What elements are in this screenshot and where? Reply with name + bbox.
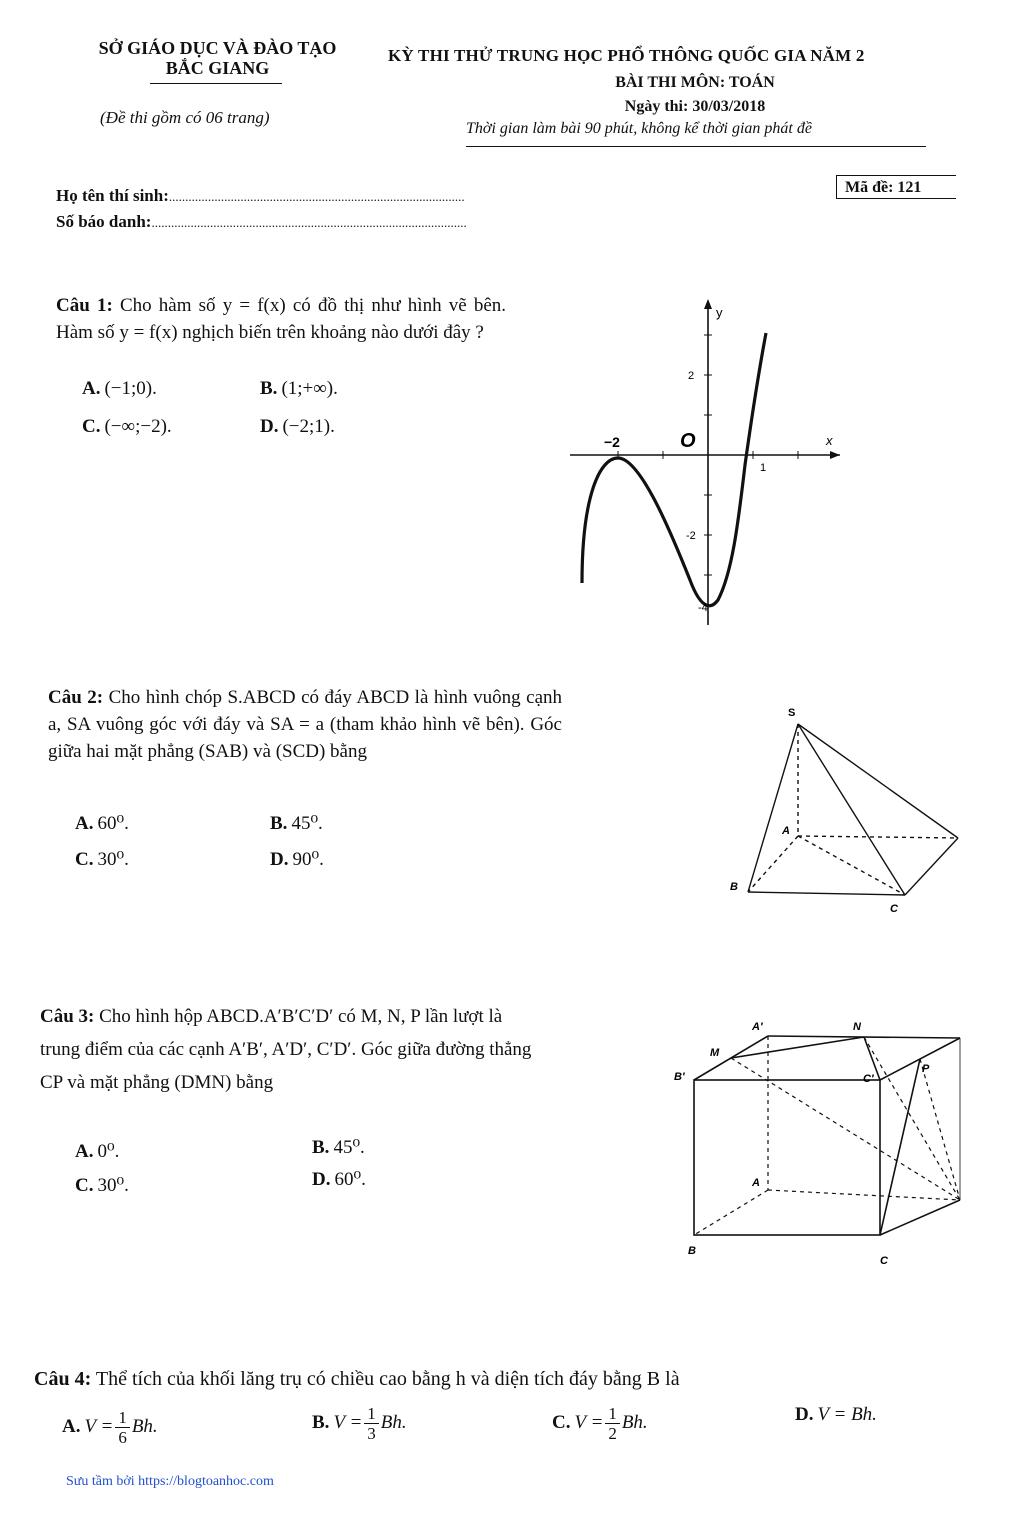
q1-option-b: B. (1;+∞).	[260, 378, 338, 399]
q1-option-d: D. (−2;1).	[260, 416, 335, 437]
q2-option-d: D. 90⁰.	[270, 849, 324, 870]
q3-box-figure	[670, 1010, 970, 1275]
student-id-label: Số báo danh:	[56, 212, 152, 231]
fraction: $\frac{1}{3}$	[364, 1404, 379, 1443]
fraction: $\frac{1}{6}$	[115, 1408, 130, 1447]
question-3-label: Câu 3:	[40, 1006, 95, 1027]
question-2	[48, 684, 562, 765]
x-axis-label: x	[826, 433, 833, 448]
question-1-text: Cho hàm số y = f(x) có đồ thị như hình vẽ bên. Hàm số y = f(x) nghịch biến trên khoảng nào dưới đây ?	[56, 295, 507, 343]
q3-option-a: A. 0⁰.	[75, 1141, 120, 1162]
q1-option-c: C. (−∞;−2).	[82, 416, 172, 437]
q1-option-a: A. (−1;0).	[82, 378, 157, 399]
x-tick-1: 1	[760, 462, 767, 474]
q3-option-d: D. 60⁰.	[312, 1169, 366, 1190]
q1-function-graph	[560, 295, 850, 630]
q3-option-c: C. 30⁰.	[75, 1175, 129, 1196]
student-id-dots: .................................................................................................	[151, 215, 467, 230]
exam-title: KỲ THI THỬ TRUNG HỌC PHỔ THÔNG QUỐC GIA NĂM 2	[388, 46, 865, 65]
question-3	[40, 1000, 540, 1099]
point-n: N	[853, 1021, 861, 1033]
q2-option-a: A. 60⁰.	[75, 813, 129, 834]
exam-date: Ngày thi: 30/03/2018	[624, 98, 766, 115]
header-right-rule	[466, 146, 926, 147]
student-name-dots: ...........................................................................................	[168, 189, 465, 204]
exam-duration: Thời gian làm bài 90 phút, không kể thời gian phát đề	[466, 120, 812, 137]
vertex-a-prime: A′	[752, 1021, 763, 1033]
y-tick-neg4: -4	[698, 602, 708, 614]
fraction: $\frac{1}{2}$	[605, 1404, 620, 1443]
question-2-label: Câu 2:	[48, 687, 104, 708]
student-id-field	[56, 212, 467, 232]
q3-option-b: B. 45⁰.	[312, 1137, 365, 1158]
question-4-text: Thể tích của khối lăng trụ có chiều cao bằng h và diện tích đáy bằng B là	[95, 1368, 680, 1390]
q4-option-d: D. V = Bh.	[795, 1404, 877, 1425]
y-tick-2: 2	[688, 370, 695, 382]
q2-pyramid-figure	[720, 700, 970, 920]
vertex-a: A	[752, 1177, 760, 1189]
question-1	[56, 292, 506, 346]
question-4-label: Câu 4:	[34, 1368, 92, 1390]
vertex-c: C	[890, 903, 898, 915]
y-axis-label: y	[716, 305, 723, 320]
source-link[interactable]: Sưu tầm bởi https://blogtoanhoc.com	[66, 1474, 274, 1489]
point-p: P	[922, 1063, 930, 1075]
question-3-text: Cho hình hộp ABCD.A′B′C′D′ có M, N, P lần lượt là trung điểm của các cạnh A′B′, A′D′, C′D′. Góc giữa đường thẳng CP và mặt phẳng (DMN) bằng	[40, 1006, 532, 1093]
vertex-b: B	[688, 1245, 696, 1257]
exam-code-box: Mã đề: 121	[836, 175, 956, 199]
x-tick-neg2: −2	[604, 434, 620, 450]
province-name: BẮC GIANG	[165, 58, 270, 78]
q4-option-c: C. V = $\frac{1}{2}$ Bh.	[552, 1404, 648, 1443]
q4-option-b: B. V = $\frac{1}{3}$ Bh.	[312, 1404, 407, 1443]
exam-subject: BÀI THI MÔN: TOÁN	[615, 74, 775, 91]
q4-option-a: A. V = $\frac{1}{6}$ Bh.	[62, 1408, 158, 1447]
origin-label: O	[680, 430, 696, 452]
department-name: SỞ GIÁO DỤC VÀ ĐÀO TẠO	[98, 38, 337, 58]
question-1-label: Câu 1:	[56, 295, 113, 316]
vertex-a: A	[782, 825, 790, 837]
header-left-rule	[150, 83, 282, 84]
point-m: M	[710, 1047, 720, 1059]
y-axis-arrow-icon	[704, 299, 712, 309]
student-name-field	[56, 186, 465, 206]
vertex-b-prime: B′	[674, 1071, 685, 1083]
question-4	[34, 1366, 934, 1393]
x-axis-arrow-icon	[830, 451, 840, 459]
student-name-label: Họ tên thí sinh:	[56, 186, 169, 205]
q2-option-c: C. 30⁰.	[75, 849, 129, 870]
function-curve	[582, 333, 766, 606]
vertex-b: B	[730, 881, 738, 893]
vertex-c-prime: C′	[863, 1073, 874, 1085]
y-tick-neg2: -2	[686, 530, 696, 542]
q2-option-b: B. 45⁰.	[270, 813, 323, 834]
question-2-text: Cho hình chóp S.ABCD có đáy ABCD là hình vuông cạnh a, SA vuông góc với đáy và SA = a (tham khảo hình vẽ bên). Góc giữa hai mặt phẳng (SAB) và (SCD) bằng	[48, 687, 562, 762]
page-count-note: (Đề thi gồm có 06 trang)	[100, 108, 270, 127]
vertex-c: C	[880, 1255, 888, 1267]
vertex-s: S	[788, 707, 796, 719]
